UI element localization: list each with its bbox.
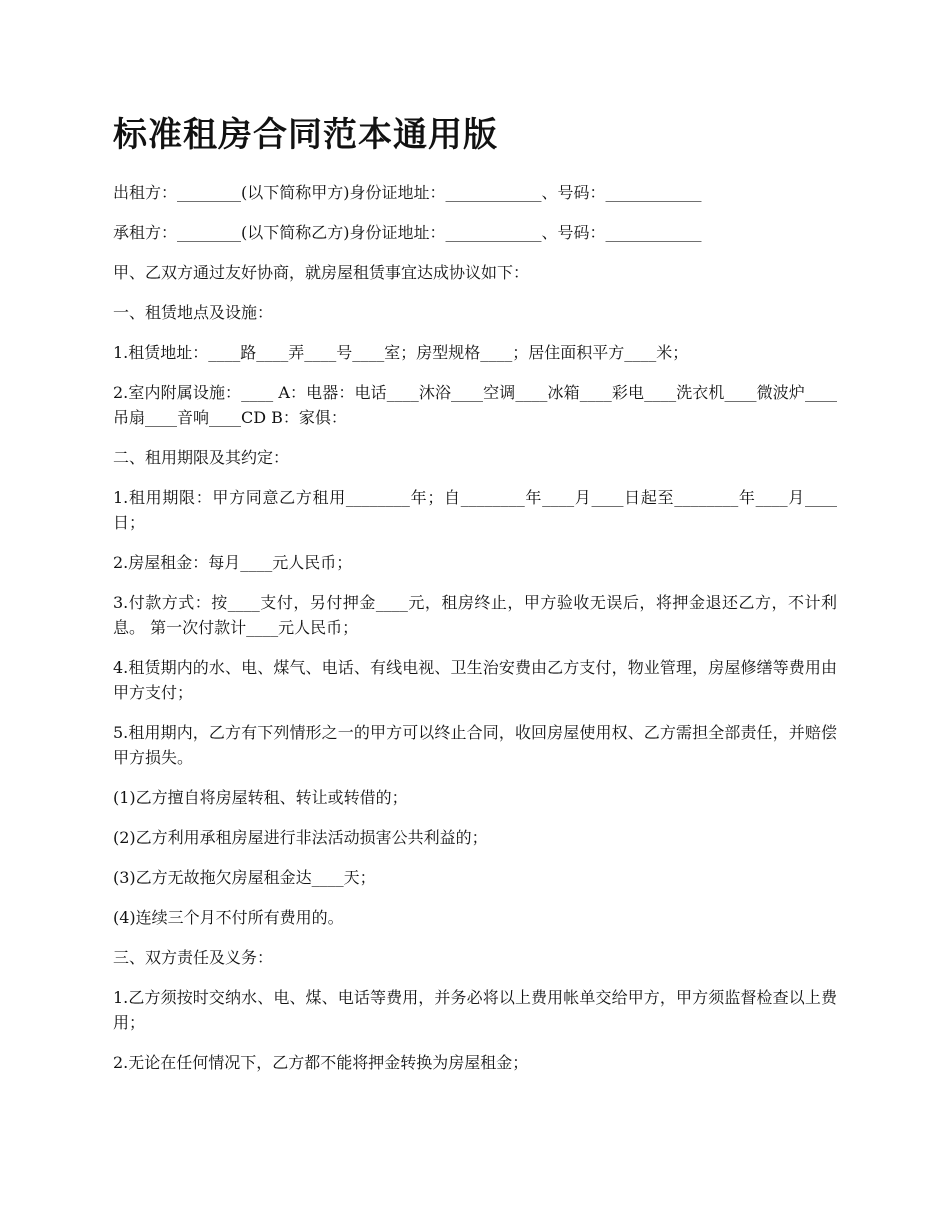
agreement-intro: 甲、乙双方通过友好协商，就房屋租赁事宜达成协议如下：: [113, 263, 530, 282]
clause-termination: 5.租用期内，乙方有下列情形之一的甲方可以终止合同，收回房屋使用权、乙方需担全部责任，并赔偿甲方损失。: [113, 723, 837, 767]
lessee-line: 承租方：________(以下简称乙方)身份证地址：____________、号码：____________: [113, 223, 702, 242]
clause-utilities: 4.租赁期内的水、电、煤气、电话、有线电视、卫生治安费由乙方支付，物业管理，房屋修缮等费用由甲方支付；: [113, 658, 837, 702]
clause-address: 1.租赁地址：____路____弄____号____室；房型规格____；居住面积平方____米；: [113, 343, 689, 362]
clause-payment: 3.付款方式：按____支付，另付押金____元，租房终止，甲方验收无误后，将押金退还乙方，不计利息。 第一次付款计____元人民币；: [113, 593, 837, 637]
section-heading-duties: 三、双方责任及义务：: [113, 948, 274, 967]
section-heading-term: 二、租用期限及其约定：: [113, 448, 290, 467]
lessor-line: 出租方：________(以下简称甲方)身份证地址：____________、号码：____________: [113, 183, 702, 202]
duty-clause-2: 2.无论在任何情况下，乙方都不能将押金转换为房屋租金；: [113, 1053, 529, 1072]
termination-item-1: (1)乙方擅自将房屋转租、转让或转借的；: [113, 788, 408, 807]
clause-term: 1.租用期限：甲方同意乙方租用________年；自________年____月____日起至________年____月____日；: [113, 488, 837, 532]
section-heading-location: 一、租赁地点及设施：: [113, 303, 274, 322]
document-title: 标准租房合同范本通用版: [113, 115, 498, 155]
duty-clause-1: 1.乙方须按时交纳水、电、煤、电话等费用，并务必将以上费用帐单交给甲方，甲方须监督检查以上费用；: [113, 988, 837, 1032]
termination-item-4: (4)连续三个月不付所有费用的。: [113, 908, 344, 927]
termination-item-3: (3)乙方无故拖欠房屋租金达____天；: [113, 868, 376, 887]
termination-item-2: (2)乙方利用承租房屋进行非法活动损害公共利益的；: [113, 828, 488, 847]
document-page: [113, 112, 837, 1090]
clause-facilities: 2.室内附属设施：____ A：电器：电话____沐浴____空调____冰箱____彩电____洗衣机____微波炉____吊扇____音响____CD B：家俱：: [113, 383, 837, 427]
clause-rent: 2.房屋租金：每月____元人民币；: [113, 553, 353, 572]
